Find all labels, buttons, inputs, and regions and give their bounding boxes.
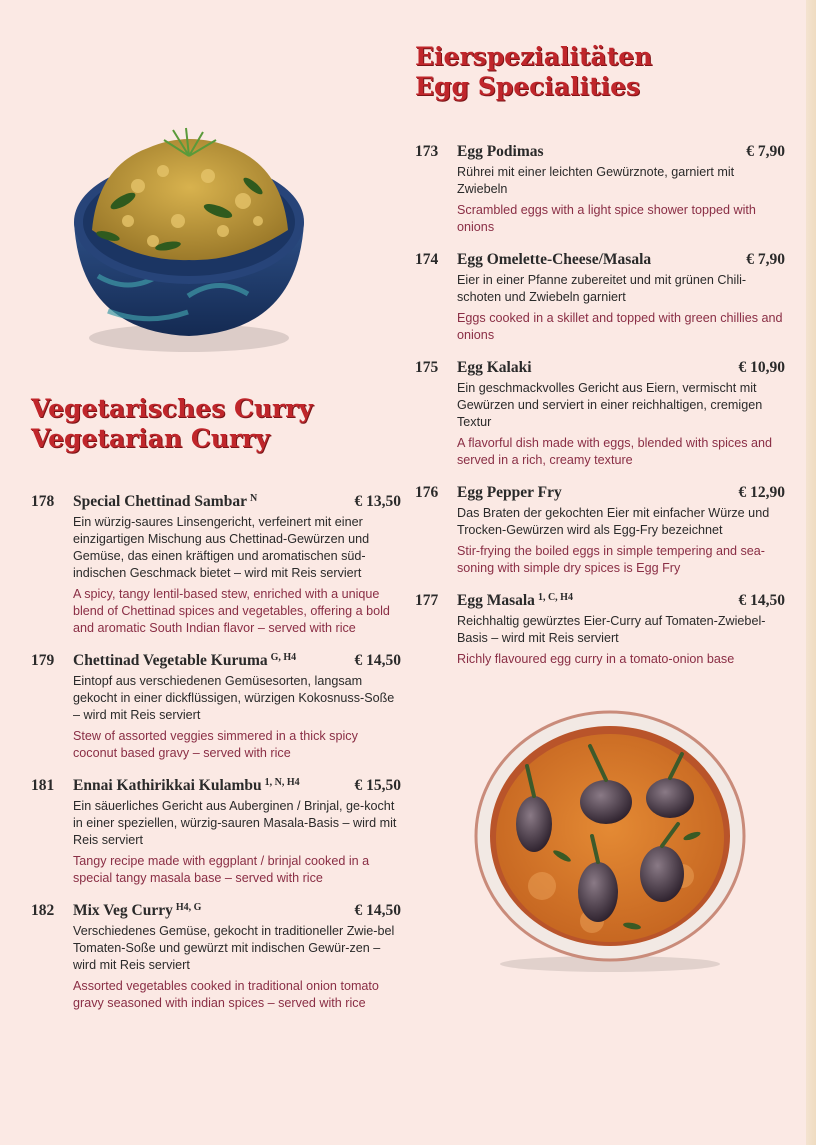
veg-menu-list — [31, 493, 401, 1027]
page-edge — [806, 0, 816, 1145]
item-description-en: Stir-frying the boiled eggs in simple tempering and sea-soning with simple dry spices is Egg Fry — [457, 544, 766, 575]
item-description-de: Ein säuerliches Gericht aus Auberginen / Brinjal, ge-kocht in einer speziellen, würzig-sauren Masala-Basis – wird mit Reis serviert — [73, 799, 397, 847]
item-number: 179 — [31, 652, 55, 669]
allergen-codes: 1, C, H4 — [537, 592, 573, 603]
item-name: Ennai Kathirikkai Kulambu $^{1, N, H4}$ — [73, 777, 300, 794]
item-name: Egg Pepper Fry — [457, 484, 562, 501]
menu-item-173 — [415, 143, 785, 236]
item-description-en: Stew of assorted veggies simmered in a thick spicy coconut based gravy – served with rice — [73, 729, 358, 760]
item-number: 173 — [415, 143, 439, 160]
item-number: 174 — [415, 251, 439, 268]
menu-item-181 — [31, 777, 401, 887]
item-number: 176 — [415, 484, 439, 501]
item-price: € 10,90 — [738, 359, 785, 376]
item-name: Special Chettinad Sambar $^N$ — [73, 493, 258, 510]
menu-item-178 — [31, 493, 401, 637]
brinjal-curry-plate-photo — [472, 706, 748, 974]
veg-section-title-en: Vegetarian Curry — [31, 424, 270, 453]
item-price: € 7,90 — [746, 251, 785, 268]
egg-podimas-bowl-photo — [68, 126, 310, 358]
item-name: Egg Omelette-Cheese/Masala — [457, 251, 652, 268]
veg-section-title — [31, 394, 313, 454]
item-price: € 13,50 — [354, 493, 401, 510]
item-description-en: Richly flavoured egg curry in a tomato-onion base — [457, 652, 735, 666]
menu-item-182 — [31, 902, 401, 1012]
egg-section-title — [415, 42, 652, 102]
item-description-en: Scrambled eggs with a light spice shower topped with onions — [457, 203, 756, 234]
item-number: 182 — [31, 902, 55, 919]
item-name: Egg Podimas — [457, 143, 544, 160]
item-number: 178 — [31, 493, 55, 510]
item-price: € 7,90 — [746, 143, 785, 160]
allergen-codes: H4, G — [175, 902, 202, 913]
item-price: € 12,90 — [738, 484, 785, 501]
item-description-en: A spicy, tangy lentil-based stew, enriched with a unique blend of Chettinad spices and vegetables, offering a bold and aromatic South Indian flavor – served with rice — [73, 587, 390, 635]
item-description-de: Rührei mit einer leichten Gewürznote, garniert mit Zwiebeln — [457, 165, 735, 196]
item-description-de: Eier in einer Pfanne zubereitet und mit grünen Chili-schoten und Zwiebeln garniert — [457, 273, 747, 304]
item-number: 175 — [415, 359, 439, 376]
item-price: € 14,50 — [354, 652, 401, 669]
egg-menu-list — [415, 143, 785, 683]
item-price: € 14,50 — [354, 902, 401, 919]
menu-item-179 — [31, 652, 401, 762]
veg-section-title-de: Vegetarisches Curry — [31, 394, 313, 423]
item-price: € 14,50 — [738, 592, 785, 609]
allergen-codes: 1, N, H4 — [264, 777, 300, 788]
item-description-en: A flavorful dish made with eggs, blended with spices and served in a rich, creamy texture — [457, 436, 773, 467]
item-description-en: Tangy recipe made with eggplant / brinjal cooked in a special tangy masala base – served with rice — [73, 854, 370, 885]
allergen-codes: G, H4 — [270, 652, 297, 663]
item-name: Egg Masala $^{1, C, H4}$ — [457, 592, 573, 609]
item-description-de: Eintopf aus verschiedenen Gemüsesorten, langsam gekocht in einer dickflüssigen, würzigen Kokosnuss-Soße – wird mit Reis serviert — [73, 674, 395, 722]
egg-section-title-de: Eierspezialitäten — [415, 42, 653, 71]
item-number: 181 — [31, 777, 55, 794]
menu-item-174 — [415, 251, 785, 344]
item-name: Mix Veg Curry $^{H4, G}$ — [73, 902, 202, 919]
menu-item-176 — [415, 484, 785, 577]
item-price: € 15,50 — [354, 777, 401, 794]
menu-item-175 — [415, 359, 785, 469]
item-description-de: Das Braten der gekochten Eier mit einfacher Würze und Trocken-Gewürzen wird als Egg-Fry bezeichnet — [457, 506, 770, 537]
egg-section-title-en: Egg Specialities — [415, 72, 641, 101]
item-description-en: Assorted vegetables cooked in traditional onion tomato gravy seasoned with indian spices – served with rice — [73, 979, 379, 1010]
menu-item-177 — [415, 592, 785, 668]
item-description-de: Verschiedenes Gemüse, gekocht in traditioneller Zwie-bel Tomaten-Soße und gewürzt mit indischen Gewür-zen – wird mit Reis serviert — [73, 924, 395, 972]
allergen-codes: N — [249, 493, 258, 504]
item-description-en: Eggs cooked in a skillet and topped with green chillies and onions — [457, 311, 783, 342]
item-description-de: Reichhaltig gewürztes Eier-Curry auf Tomaten-Zwiebel-Basis – wird mit Reis serviert — [457, 614, 766, 645]
item-name: Egg Kalaki — [457, 359, 532, 376]
item-description-de: Ein würzig-saures Linsengericht, verfeinert mit einer einzigartigen Mischung aus Chettinad-Gewürzen und Gemüse, das einen kräftigen und aromatischen süd-indischen Geschmack bietet – wird mit Reis serviert — [73, 515, 370, 580]
item-name: Chettinad Vegetable Kuruma $^{G, H4}$ — [73, 652, 297, 669]
item-number: 177 — [415, 592, 439, 609]
item-description-de: Ein geschmackvolles Gericht aus Eiern, vermischt mit Gewürzen und serviert in einer reichhaltigen, cremigen Textur — [457, 381, 763, 429]
